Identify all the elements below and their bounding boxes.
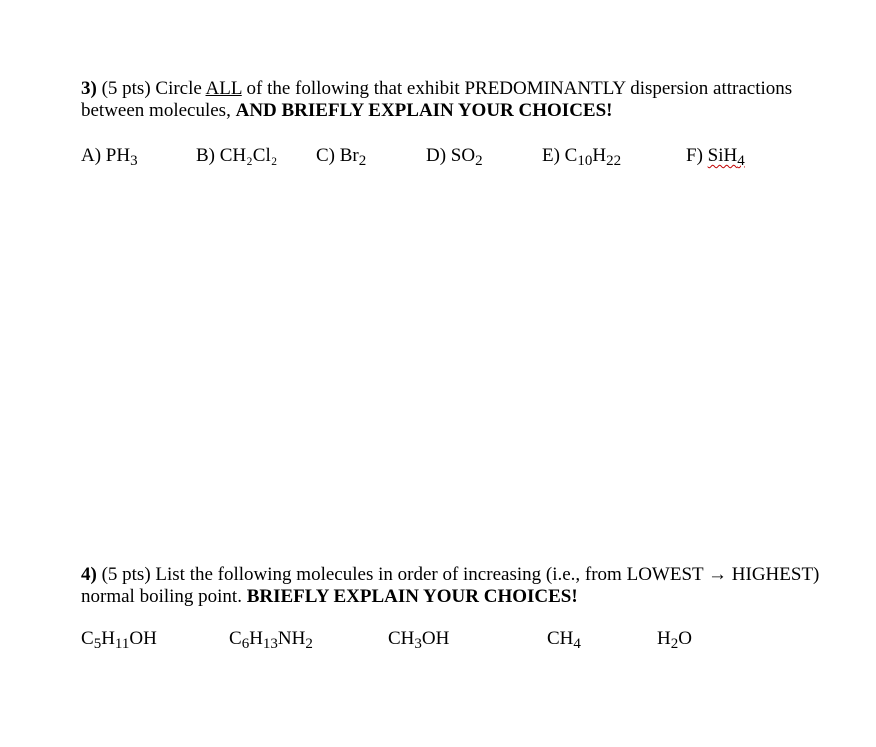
molecule-4-part-a: CH <box>547 628 574 649</box>
molecule-5-part-a: H <box>657 628 671 649</box>
question-3-lead: (5 pts) Circle <box>96 78 206 99</box>
molecule-2-part-a: C <box>229 628 242 649</box>
molecule-3-part-b: OH <box>421 628 450 649</box>
question-3-text <box>81 78 851 122</box>
question-3-body: of the following that exhibit PREDOMINANTLY dispersion attractions between molecules, <box>81 78 793 121</box>
question-4-text <box>81 564 851 608</box>
molecule-3-part-a: CH <box>388 628 415 649</box>
molecule-methane <box>547 628 581 651</box>
choice-e-label: E) C <box>542 145 578 166</box>
molecule-2-sub-1: 6 <box>241 636 250 652</box>
choice-e-subscript-1: 10 <box>577 153 593 169</box>
molecule-methanol <box>388 628 449 651</box>
choice-b <box>196 145 277 167</box>
question-4-number: 4) <box>81 564 97 585</box>
choice-b-label: B) CH₂Cl₂ <box>196 145 278 166</box>
molecule-1-sub-1: 5 <box>93 636 102 652</box>
choice-f <box>686 145 745 168</box>
question-4-instruction: BRIEFLY EXPLAIN YOUR CHOICES! <box>246 586 578 607</box>
choice-d-label: D) SO <box>426 145 476 166</box>
question-3-all-word: ALL <box>205 78 242 99</box>
molecule-hexylamine <box>229 628 313 651</box>
molecule-2-part-b: H <box>249 628 263 649</box>
molecule-2-sub-2: 13 <box>262 636 278 652</box>
choice-a <box>81 145 138 168</box>
choice-f-label: F) <box>686 145 708 166</box>
choice-f-spellcheck-word <box>707 145 745 169</box>
molecule-1-part-a: C <box>81 628 94 649</box>
choice-c <box>316 145 366 168</box>
choice-f-word: SiH <box>707 145 738 166</box>
choice-e-subscript-2: 22 <box>606 153 622 169</box>
choice-c-label: C) Br <box>316 145 359 166</box>
molecule-2-sub-3: 2 <box>305 636 313 652</box>
choice-e-mid: H <box>592 145 607 166</box>
molecule-4-sub-1: 4 <box>573 636 581 652</box>
molecule-5-sub-1: 2 <box>670 636 679 652</box>
molecule-pentanol <box>81 628 157 651</box>
molecule-5-part-b: O <box>678 628 692 649</box>
choice-a-label: A) PH <box>81 145 131 166</box>
choice-a-subscript: 3 <box>130 153 138 169</box>
molecule-2-part-c: NH <box>277 628 306 649</box>
molecule-water <box>657 628 692 651</box>
question-4-lead: (5 pts) List the following molecules in order of increasing (i.e., from LOWEST → HIGHEST) normal boiling point. <box>81 564 820 607</box>
question-3-instruction: AND BRIEFLY EXPLAIN YOUR CHOICES! <box>235 100 613 121</box>
choice-c-subscript: 2 <box>358 153 367 169</box>
choice-d <box>426 145 483 168</box>
molecule-1-part-b: H <box>101 628 115 649</box>
molecule-3-sub-1: 3 <box>414 636 422 652</box>
question-3-number: 3) <box>81 78 97 99</box>
molecule-1-sub-2: 11 <box>114 636 130 652</box>
choice-e <box>542 145 621 168</box>
choice-f-subscript: 4 <box>737 153 745 169</box>
molecule-1-part-c: OH <box>129 628 157 649</box>
choice-d-subscript: 2 <box>475 153 483 169</box>
